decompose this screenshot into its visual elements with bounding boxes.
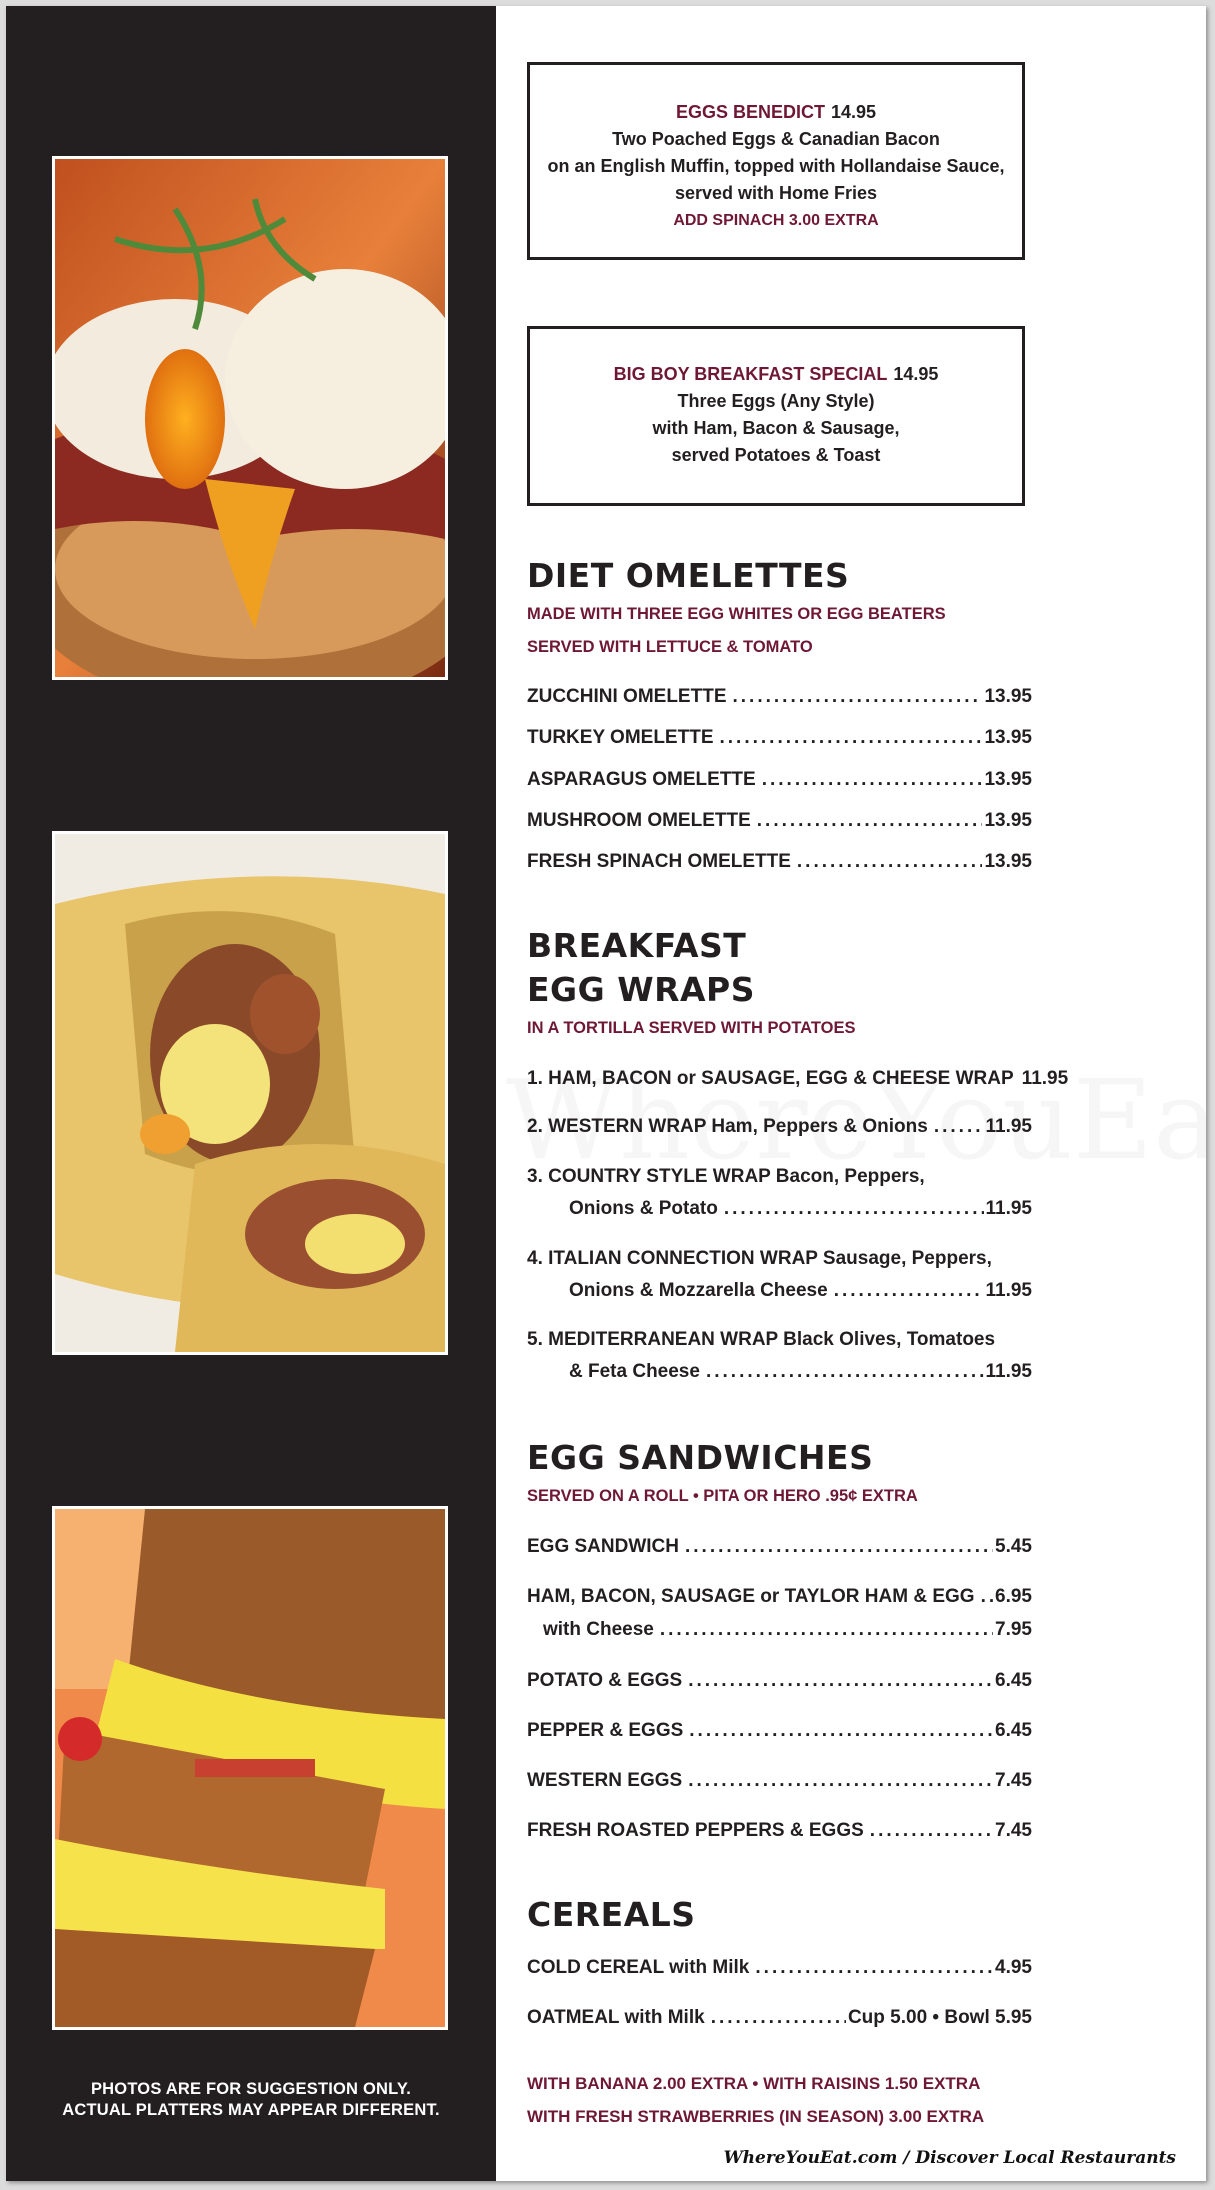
item-price: 11.95 [1021, 1068, 1069, 1089]
item-name: ASPARAGUS OMELETTE [527, 769, 756, 790]
leader-dots [934, 1116, 984, 1138]
special-line: served with Home Fries [674, 183, 878, 203]
item-name-cont: Onions & Mozzarella Cheese [569, 1280, 828, 1301]
photo-disclaimer [6, 2079, 496, 2121]
item-price: 6.95 [995, 1586, 1032, 1607]
special-line: on an English Muffin, topped with Hollandaise Sauce, [547, 156, 1005, 176]
item-name: 5. MEDITERRANEAN WRAP Black Olives, Tomatoes [527, 1329, 996, 1350]
item-name: FRESH SPINACH OMELETTE [527, 851, 791, 872]
item-name: 2. WESTERN WRAP Ham, Peppers & Onions [527, 1116, 928, 1137]
menu-item [527, 1820, 1032, 1846]
special-price: 14.95 [830, 102, 877, 122]
leader-dots [689, 1720, 993, 1742]
photo-sidebar [6, 6, 496, 2181]
menu-item [527, 727, 1032, 753]
item-price: 13.95 [984, 769, 1032, 790]
item-name: ZUCCHINI OMELETTE [527, 686, 727, 707]
menu-item [527, 810, 1032, 836]
menu-item [527, 769, 1032, 795]
item-price: 13.95 [984, 686, 1032, 707]
section-heading-egg-wraps: EGG WRAPS [527, 970, 756, 1009]
menu-item [527, 1619, 1032, 1645]
item-name: 3. COUNTRY STYLE WRAP Bacon, Peppers, [527, 1166, 925, 1187]
menu-item [527, 1586, 1032, 1612]
menu-item [527, 1957, 1032, 1983]
item-name: POTATO & EGGS [527, 1670, 683, 1691]
menu-item [527, 2007, 1032, 2033]
item-price: 11.95 [985, 1280, 1032, 1301]
item-price: 5.45 [995, 1536, 1032, 1557]
menu-item [527, 851, 1032, 877]
special-eggs-benedict [527, 62, 1025, 260]
item-price: 11.95 [985, 1198, 1032, 1219]
menu-item [527, 1770, 1032, 1796]
menu-item [527, 1116, 1032, 1142]
item-price: 11.95 [985, 1361, 1032, 1382]
menu-item [527, 1068, 1069, 1094]
menu-content [527, 6, 1069, 2181]
leader-dots [688, 1670, 993, 1692]
leader-dots [834, 1280, 984, 1302]
item-price: 6.45 [995, 1670, 1032, 1691]
menu-item [527, 1720, 1032, 1746]
special-line: served Potatoes & Toast [671, 445, 881, 465]
disclaimer-line-2: ACTUAL PLATTERS MAY APPEAR DIFFERENT. [62, 2101, 440, 2119]
item-price: 11.95 [985, 1116, 1032, 1137]
menu-page [6, 6, 1206, 2181]
leader-dots [733, 686, 983, 708]
special-title: BIG BOY BREAKFAST SPECIAL [613, 364, 888, 384]
item-price: 7.95 [995, 1619, 1032, 1640]
leader-dots [685, 1536, 993, 1558]
item-name: COLD CEREAL with Milk [527, 1957, 750, 1978]
item-name: MUSHROOM OMELETTE [527, 810, 751, 831]
menu-item [527, 686, 1032, 712]
egg-sandwich-photo [52, 1506, 448, 2030]
section-subheading: IN A TORTILLA SERVED WITH POTATOES [527, 1019, 856, 1037]
cereal-extras-note: WITH FRESH STRAWBERRIES (IN SEASON) 3.00 EXTRA [527, 2107, 985, 2126]
item-price: 4.95 [995, 1957, 1032, 1978]
special-line: with Ham, Bacon & Sausage, [652, 418, 900, 438]
egg-wrap-photo [52, 831, 448, 1355]
special-line: Three Eggs (Any Style) [677, 391, 875, 411]
disclaimer-line-1: PHOTOS ARE FOR SUGGESTION ONLY. [90, 2080, 412, 2098]
item-name: with Cheese [543, 1619, 654, 1640]
item-price: Cup 5.00 • Bowl 5.95 [847, 2007, 1032, 2028]
leader-dots [797, 851, 983, 873]
item-name-cont: Onions & Potato [569, 1198, 718, 1219]
item-name-cont: & Feta Cheese [569, 1361, 700, 1382]
section-subheading: SERVED WITH LETTUCE & TOMATO [527, 638, 813, 656]
leader-dots [762, 769, 983, 791]
special-price: 14.95 [893, 364, 939, 384]
menu-item [527, 1280, 1032, 1306]
special-extra: ADD SPINACH 3.00 EXTRA [673, 212, 879, 229]
item-name: TURKEY OMELETTE [527, 727, 714, 748]
leader-dots [688, 1770, 993, 1792]
section-heading-cereals: CEREALS [527, 1895, 696, 1934]
eggs-benedict-photo [52, 156, 448, 680]
leader-dots [660, 1619, 993, 1641]
item-name: WESTERN EGGS [527, 1770, 683, 1791]
item-price: 13.95 [984, 810, 1032, 831]
item-name: FRESH ROASTED PEPPERS & EGGS [527, 1820, 864, 1841]
leader-dots [711, 2007, 846, 2029]
section-subheading: SERVED ON A ROLL • PITA OR HERO .95¢ EXTRA [527, 1487, 918, 1505]
item-price: 7.45 [995, 1770, 1032, 1791]
item-name: 4. ITALIAN CONNECTION WRAP Sausage, Peppers, [527, 1248, 992, 1269]
leader-dots [870, 1820, 993, 1842]
cereal-extras-note: WITH BANANA 2.00 EXTRA • WITH RAISINS 1.50 EXTRA [527, 2074, 981, 2093]
leader-dots [981, 1586, 993, 1608]
item-name: HAM, BACON, SAUSAGE or TAYLOR HAM & EGG [527, 1586, 975, 1607]
section-heading-egg-sandwiches: EGG SANDWICHES [527, 1438, 874, 1477]
item-name: 1. HAM, BACON or SAUSAGE, EGG & CHEESE WRAP [527, 1068, 1014, 1089]
menu-item [527, 1198, 1032, 1224]
leader-dots [757, 810, 983, 832]
item-price: 13.95 [984, 727, 1032, 748]
leader-dots [720, 727, 983, 749]
item-price: 6.45 [995, 1720, 1032, 1741]
special-line: Two Poached Eggs & Canadian Bacon [612, 129, 940, 149]
menu-item [527, 1670, 1032, 1696]
section-heading-diet-omelettes: DIET OMELETTES [527, 556, 850, 595]
leader-dots [706, 1361, 984, 1383]
item-name: OATMEAL with Milk [527, 2007, 705, 2028]
menu-item [527, 1536, 1032, 1562]
leader-dots [755, 1957, 993, 1979]
special-big-boy [527, 326, 1025, 506]
special-title: EGGS BENEDICT [675, 102, 825, 122]
section-subheading: MADE WITH THREE EGG WHITES OR EGG BEATERS [527, 605, 946, 623]
section-heading-breakfast: BREAKFAST [527, 926, 747, 965]
menu-item [527, 1361, 1032, 1387]
item-price: 13.95 [984, 851, 1032, 872]
item-name: EGG SANDWICH [527, 1536, 679, 1557]
footer-credit[interactable]: WhereYouEat.com / Discover Local Restaurants [723, 2148, 1176, 2168]
leader-dots [724, 1198, 984, 1220]
item-price: 7.45 [995, 1820, 1032, 1841]
item-name: PEPPER & EGGS [527, 1720, 684, 1741]
